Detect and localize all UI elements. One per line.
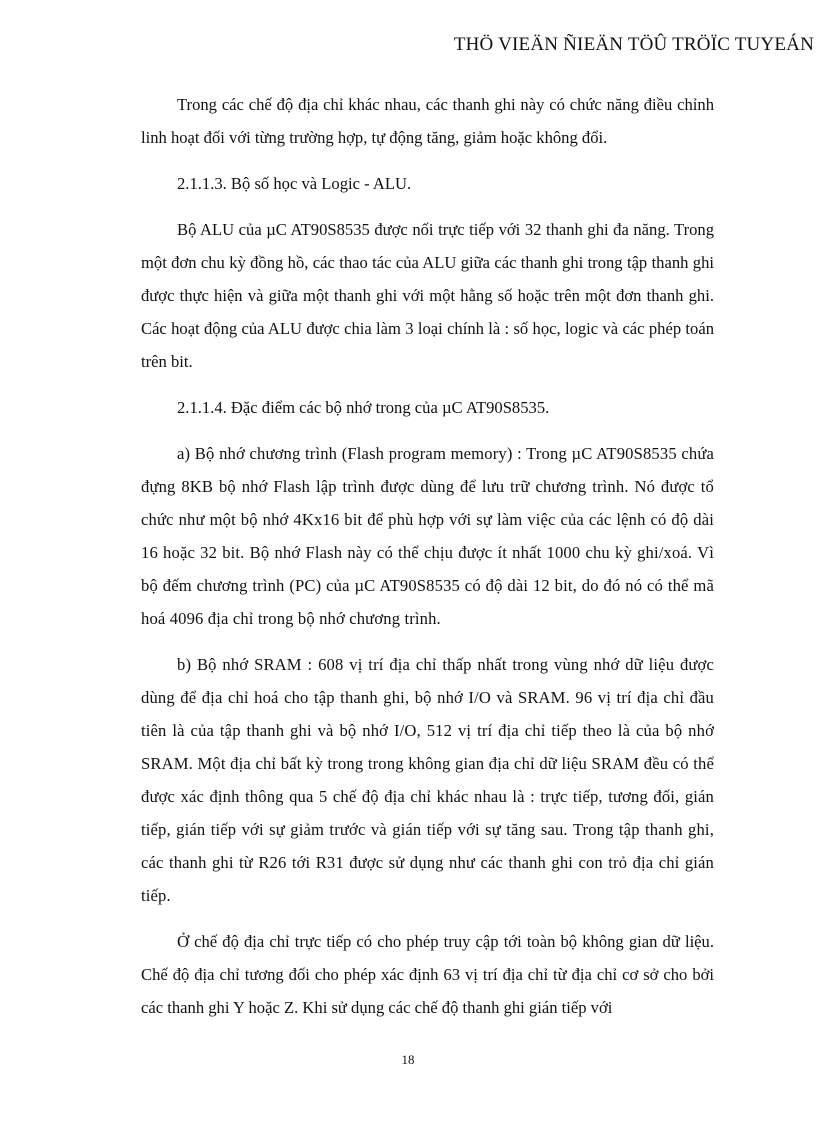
paragraph-addressing: Ở chế độ địa chỉ trực tiếp có cho phép truy cập tới toàn bộ không gian dữ liệu. Chế độ địa chỉ tương đối cho phép xác định 63 vị trí địa chỉ từ địa chỉ cơ sở cho bởi các thanh ghi Y hoặc Z. Khi sử dụng các chế độ thanh ghi gián tiếp với bbox=[141, 932, 714, 1017]
paragraph-alu: Bộ ALU của µC AT90S8535 được nối trực tiếp với 32 thanh ghi đa năng. Trong một đơn chu kỳ đồng hồ, các thao tác của ALU giữa các thanh ghi trong tập thanh ghi được thực hiện và giữa một thanh ghi với một hằng số hoặc trên một đơn thanh ghi. Các hoạt động của ALU được chia làm 3 loại chính là : số học, logic và các phép toán trên bit. bbox=[141, 220, 714, 371]
page-number: 18 bbox=[401, 1052, 415, 1067]
section-heading-alu: 2.1.1.3. Bộ số học và Logic - ALU. bbox=[177, 174, 412, 193]
paragraph-flash-memory: a) Bộ nhớ chương trình (Flash program memory) : Trong µC AT90S8535 chứa đựng 8KB bộ nhớ Flash lập trình được dùng để lưu trữ chương trình. Nó được tổ chức như một bộ nhớ 4Kx16 bit để phù hợp với sự làm việc của các lệnh có độ dài 16 hoặc 32 bit. Bộ nhớ Flash này có thể chịu được ít nhất 1000 chu kỳ ghi/xoá. Vì bộ đếm chương trình (PC) của µC AT90S8535 có độ dài 12 bit, do đó nó có thể mã hoá 4096 địa chỉ trong bộ nhớ chương trình. bbox=[141, 444, 714, 628]
paragraph-intro: Trong các chế độ địa chỉ khác nhau, các thanh ghi này có chức năng điều chỉnh linh hoạt đối với từng trường hợp, tự động tăng, giảm hoặc không đổi. bbox=[141, 95, 714, 147]
page-header: THÖ VIEÄN ÑIEÄN TÖÛ TRÖÏC TUYEÁN bbox=[453, 34, 814, 55]
document-body bbox=[141, 88, 714, 1037]
section-heading-memory: 2.1.1.4. Đặc điểm các bộ nhớ trong của µC AT90S8535. bbox=[177, 398, 550, 417]
paragraph-sram: b) Bộ nhớ SRAM : 608 vị trí địa chỉ thấp nhất trong vùng nhớ dữ liệu được dùng để địa chỉ hoá cho tập thanh ghi, bộ nhớ I/O và SRAM. 96 vị trí địa chỉ đầu tiên là của tập thanh ghi và bộ nhớ I/O, 512 vị trí địa chỉ tiếp theo là của bộ nhớ SRAM. Một địa chỉ bất kỳ trong trong không gian địa chỉ dữ liệu SRAM đều có thể được xác định thông qua 5 chế độ địa chỉ khác nhau là : trực tiếp, tương đối, gián tiếp, gián tiếp với sự giảm trước và gián tiếp với sự tăng sau. Trong tập thanh ghi, các thanh ghi từ R26 tới R31 được sử dụng như các thanh ghi con trỏ địa chỉ gián tiếp. bbox=[141, 655, 714, 905]
